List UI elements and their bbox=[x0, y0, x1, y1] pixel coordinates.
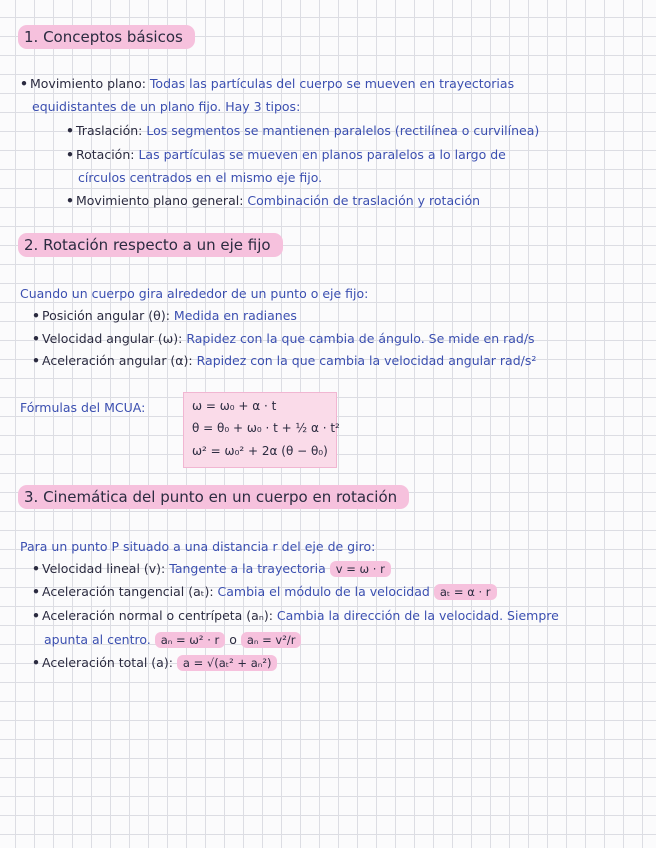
s1-b1-text2: equidistantes de un plano fijo. Hay 3 tipos: bbox=[32, 99, 301, 114]
mcua-formula-2: θ = θ₀ + ω₀ · t + ½ α · t² bbox=[192, 421, 340, 435]
section-3-heading bbox=[18, 488, 409, 506]
s1-sub2-label: Rotación: bbox=[76, 147, 135, 162]
s1-sub1-text: Los segmentos se mantienen paralelos (rectilínea o curvilínea) bbox=[146, 123, 540, 138]
s2-formulas-label: Fórmulas del MCUA: bbox=[20, 400, 146, 415]
s2-b2-text: Rapidez con la que cambia de ángulo. Se mide en bbox=[186, 331, 500, 346]
s1-sub-bullet-2: • Rotación: Las partículas se mueven en planos paralelos a lo largo de bbox=[66, 147, 506, 162]
s3-b3-or: o bbox=[229, 632, 237, 647]
s1-sub3-text: Combinación de traslación y rotación bbox=[247, 193, 481, 208]
section-3-title: 3. Cinemática del punto en un cuerpo en rotación bbox=[18, 485, 409, 509]
mcua-formula-1: ω = ω₀ + α · t bbox=[192, 399, 277, 413]
mcua-formula-box bbox=[183, 392, 340, 468]
s3-b3-text2: apunta al centro. bbox=[44, 632, 151, 647]
mcua-formula-3: ω² = ω₀² + 2α (θ − θ₀) bbox=[192, 444, 328, 458]
s2-b3-text: Rapidez con la que cambia la velocidad angular bbox=[196, 353, 496, 368]
s3-b2-formula: aₜ = α · r bbox=[434, 584, 497, 600]
s3-b3-label: Aceleración normal o centrípeta (aₙ): bbox=[42, 608, 273, 623]
s3-bullet-4: • Aceleración total (a): a = √(aₜ² + aₙ²) bbox=[32, 655, 277, 670]
s1-sub2-text2: círculos centrados en el mismo eje fijo. bbox=[78, 170, 323, 185]
s2-bullet-1: • Posición angular (θ): Medida en radianes bbox=[32, 308, 297, 323]
s2-intro: Cuando un cuerpo gira alrededor de un punto o eje fijo: bbox=[20, 286, 369, 301]
s2-bullet-2: • Velocidad angular (ω): Rapidez con la que cambia de ángulo. Se mide en rad/s bbox=[32, 331, 535, 346]
s1-b1-label: Movimiento plano: bbox=[30, 76, 146, 91]
s3-b4-formula: a = √(aₜ² + aₙ²) bbox=[177, 655, 278, 671]
section-2-title: 2. Rotación respecto a un eje fijo bbox=[18, 233, 283, 257]
s2-b1-text: Medida en radianes bbox=[173, 308, 297, 323]
s2-b2-label: Velocidad angular (ω): bbox=[42, 331, 183, 346]
s2-b3-label: Aceleración angular (α): bbox=[42, 353, 193, 368]
s3-b1-label: Velocidad lineal (v): bbox=[42, 561, 166, 576]
s2-b3-unit: rad/s² bbox=[499, 353, 537, 368]
s3-b3-formula2: aₙ = v²/r bbox=[241, 632, 302, 648]
s2-b1-label: Posición angular (θ): bbox=[42, 308, 170, 323]
section-2-heading bbox=[18, 236, 283, 254]
s3-bullet-3: • Aceleración normal o centrípeta (aₙ): Cambia la dirección de la velocidad. Siempre bbox=[32, 608, 559, 623]
s1-sub1-label: Traslación: bbox=[76, 123, 143, 138]
s3-b1-formula: v = ω · r bbox=[330, 561, 391, 577]
section-1-heading bbox=[18, 28, 195, 46]
s3-intro: Para un punto P situado a una distancia r del eje de giro: bbox=[20, 539, 376, 554]
s3-b3-formula1: aₙ = ω² · r bbox=[155, 632, 226, 648]
s2-bullet-3: • Aceleración angular (α): Rapidez con la que cambia la velocidad angular rad/s² bbox=[32, 353, 537, 368]
s3-b2-text: Cambia el módulo de la velocidad bbox=[217, 584, 430, 599]
s1-bullet-1: • Movimiento plano: Todas las partículas del cuerpo se mueven en trayectorias bbox=[20, 76, 515, 91]
s1-sub-bullet-1: • Traslación: Los segmentos se mantienen paralelos (rectilínea o curvilínea) bbox=[66, 123, 540, 138]
s3-b2-label: Aceleración tangencial (aₜ): bbox=[42, 584, 214, 599]
s2-b2-unit: rad/s bbox=[503, 331, 535, 346]
s1-sub2-text1: Las partículas se mueven en planos paralelos a lo largo de bbox=[138, 147, 506, 162]
s3-bullet-1: • Velocidad lineal (v): Tangente a la trayectoria v = ω · r bbox=[32, 561, 391, 576]
s1-b1-text1: Todas las partículas del cuerpo se mueven en trayectorias bbox=[149, 76, 515, 91]
s3-b3-line2 bbox=[44, 632, 301, 647]
s3-b4-label: Aceleración total (a): bbox=[42, 655, 173, 670]
s3-b1-text: Tangente a la trayectoria bbox=[169, 561, 326, 576]
s1-sub-bullet-3: • Movimiento plano general: Combinación de traslación y rotación bbox=[66, 193, 481, 208]
s3-bullet-2: • Aceleración tangencial (aₜ): Cambia el módulo de la velocidad aₜ = α · r bbox=[32, 584, 497, 599]
section-1-title: 1. Conceptos básicos bbox=[18, 25, 195, 49]
s1-sub3-label: Movimiento plano general: bbox=[76, 193, 244, 208]
s3-b3-text1: Cambia la dirección de la velocidad. Siempre bbox=[276, 608, 559, 623]
